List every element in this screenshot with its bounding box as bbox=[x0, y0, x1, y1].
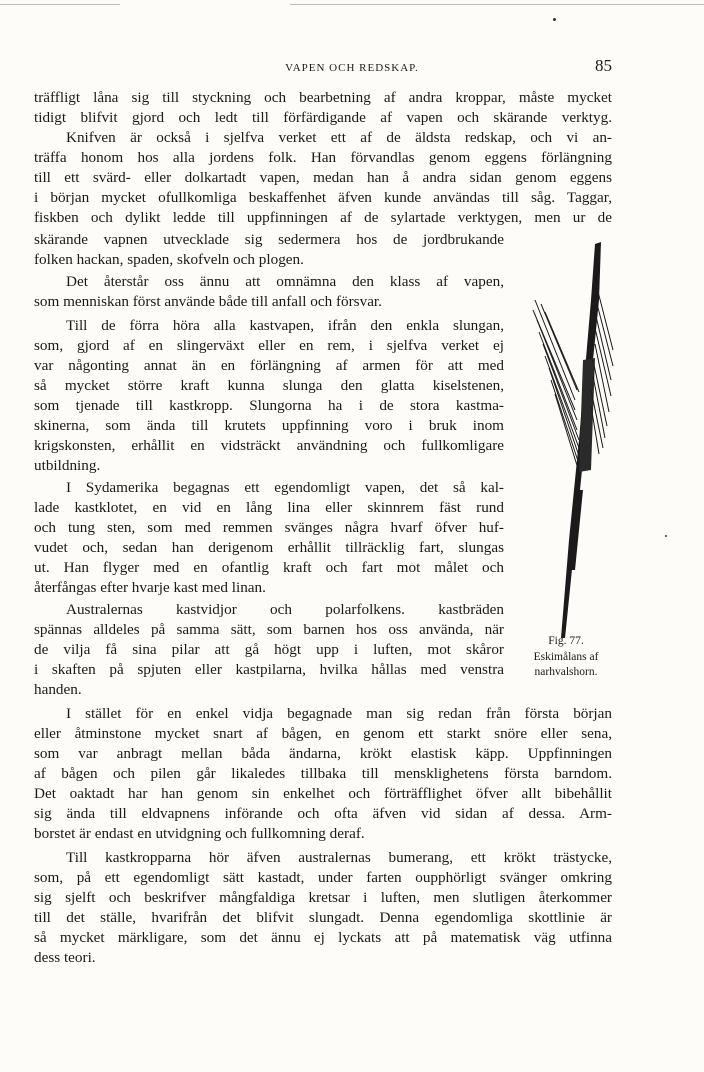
text-line: träffa honom hos alla jordens folk. Han förvandlas genom eggens förlängning bbox=[34, 149, 612, 166]
text-line: Knifven är också i sjelfva verket ett af de äldsta redskap, och vi an- bbox=[66, 129, 612, 146]
text-line: Till de förra höra alla kastvapen, ifrån den enkla slungan, bbox=[66, 317, 504, 334]
text-line: Det oaktadt har han genom sin enkelhet och förträfflighet öfver allt bibehållit bbox=[34, 785, 612, 802]
text-line: vudet och, sedan han derigenom erhållit tillräcklig fart, slungas bbox=[34, 539, 504, 556]
text-line: i skaften på spjuten eller kastpilarna, hvilka hållas med venstra bbox=[34, 661, 504, 678]
text-line: skinerna, som ända till krutets uppfinning voro i bruk inom bbox=[34, 417, 504, 434]
text-line: som, på ett egendomligt sätt kastadt, under farten oupphörligt svänger omkring bbox=[34, 869, 612, 886]
text-line: som, gjord af en slingerväxt eller en rem, i sjelfva verket ej bbox=[34, 337, 504, 354]
page-number: 85 bbox=[595, 56, 612, 75]
text-line: som menniskan först använde både till anfall och försvar. bbox=[34, 293, 382, 310]
text-line: tidigt blifvit gjord och ledt till förfärdigande af vapen och skärande verktyg. bbox=[34, 109, 612, 126]
text-line: som var anbragt mellan båda ändarna, krökt elastisk käpp. Uppfinningen bbox=[34, 745, 612, 762]
top-edge-line bbox=[290, 4, 704, 5]
scan-speck bbox=[553, 18, 556, 21]
text-line: Australernas kastvidjor och polarfolkens. kastbräden bbox=[66, 601, 504, 618]
text-line: skärande vapnen utvecklade sig sedermera hos de jordbrukande bbox=[34, 231, 504, 248]
text-line: sig ända till eldvapnens införande och ofta äfven vid sidan af dessa. Arm- bbox=[34, 805, 612, 822]
text-line: träffligt låna sig till styckning och bearbetning af andra kroppar, måste mycket bbox=[34, 89, 612, 106]
text-line: krigskonsten, erhållit en vidsträckt användning och fullkomligare bbox=[34, 437, 504, 454]
text-line: återfångas efter hvarje kast med linan. bbox=[34, 579, 266, 596]
text-line: I Sydamerika begagnas ett egendomligt vapen, det så kal- bbox=[66, 479, 504, 496]
running-header: VAPEN OCH REDSKAP. bbox=[285, 62, 419, 74]
text-line: till ett svärd- eller dolkartadt vapen, medan han å andra sidan genom eggens bbox=[34, 169, 612, 186]
text-line: Det återstår oss ännu att omnämna den klass af vapen, bbox=[66, 273, 504, 290]
text-line: utbildning. bbox=[34, 457, 101, 474]
scan-speck bbox=[665, 535, 667, 537]
top-edge-line bbox=[0, 4, 120, 5]
text-line: dess teori. bbox=[34, 949, 96, 966]
text-line: de vilja få sina pilar att gå högt upp i luften, mot skåror bbox=[34, 641, 504, 658]
text-line: i början mycket ofullkomliga beskaffenhet äfven kunde användas till såg. Taggar, bbox=[34, 189, 612, 206]
text-line: ut. Han flyger med en ofantlig kraft och fart mot målet och bbox=[34, 559, 504, 576]
text-line: af bågen och pilen går likaledes tillbaka till mensklighetens första barndom. bbox=[34, 765, 612, 782]
text-line: spännas alldeles på samma sätt, som barnen hos oss använda, när bbox=[34, 621, 504, 638]
figure-label: Fig. 77. bbox=[548, 635, 584, 647]
text-line: så mycket märkligare, som det ännu ej lyckats att på matematisk väg utfinna bbox=[34, 929, 612, 946]
text-line: till det ställe, hvarifrån det blifvit slungadt. Denna egendomliga skottlinie är bbox=[34, 909, 612, 926]
text-line: var någonting annat än en förlängning af armen för att med bbox=[34, 357, 504, 374]
text-line: eller åtminstone mycket snart af bågen, en genom ett starkt snöre eller sena, bbox=[34, 725, 612, 742]
text-line: fiskben och dylikt ledde till uppfinningen af de sylartade verktygen, men ur de bbox=[34, 209, 612, 226]
text-line: folken hackan, spaden, skofveln och plogen. bbox=[34, 251, 304, 268]
figure-caption: narhvalshorn. bbox=[534, 666, 598, 678]
text-line: I stället för en enkel vidja begagnade man sig redan från första början bbox=[66, 705, 612, 722]
text-line: Till kastkropparna hör äfven australernas bumerang, ett krökt trästycke, bbox=[66, 849, 612, 866]
text-line: borstet är endast en utvidgning och fullkomning deraf. bbox=[34, 825, 365, 842]
figure-caption: Eskimålans af bbox=[533, 651, 599, 663]
text-line: handen. bbox=[34, 681, 82, 698]
text-line: så mycket större kraft kunna slunga den glatta kiselstenen, bbox=[34, 377, 504, 394]
text-line: lade kastklotet, en vid en lång lina eller skinnrem fäst rund bbox=[34, 499, 504, 516]
text-line: och tung sten, som med remmen svänges några hvarf öfver huf- bbox=[34, 519, 504, 536]
harpoon-illustration bbox=[525, 240, 617, 638]
text-line: sig sjelft och beskrifver mångfaldiga kretsar i luften, men slutligen återkommer bbox=[34, 889, 612, 906]
text-line: som tjenade till kastkropp. Slungorna ha i de stora kastma- bbox=[34, 397, 504, 414]
